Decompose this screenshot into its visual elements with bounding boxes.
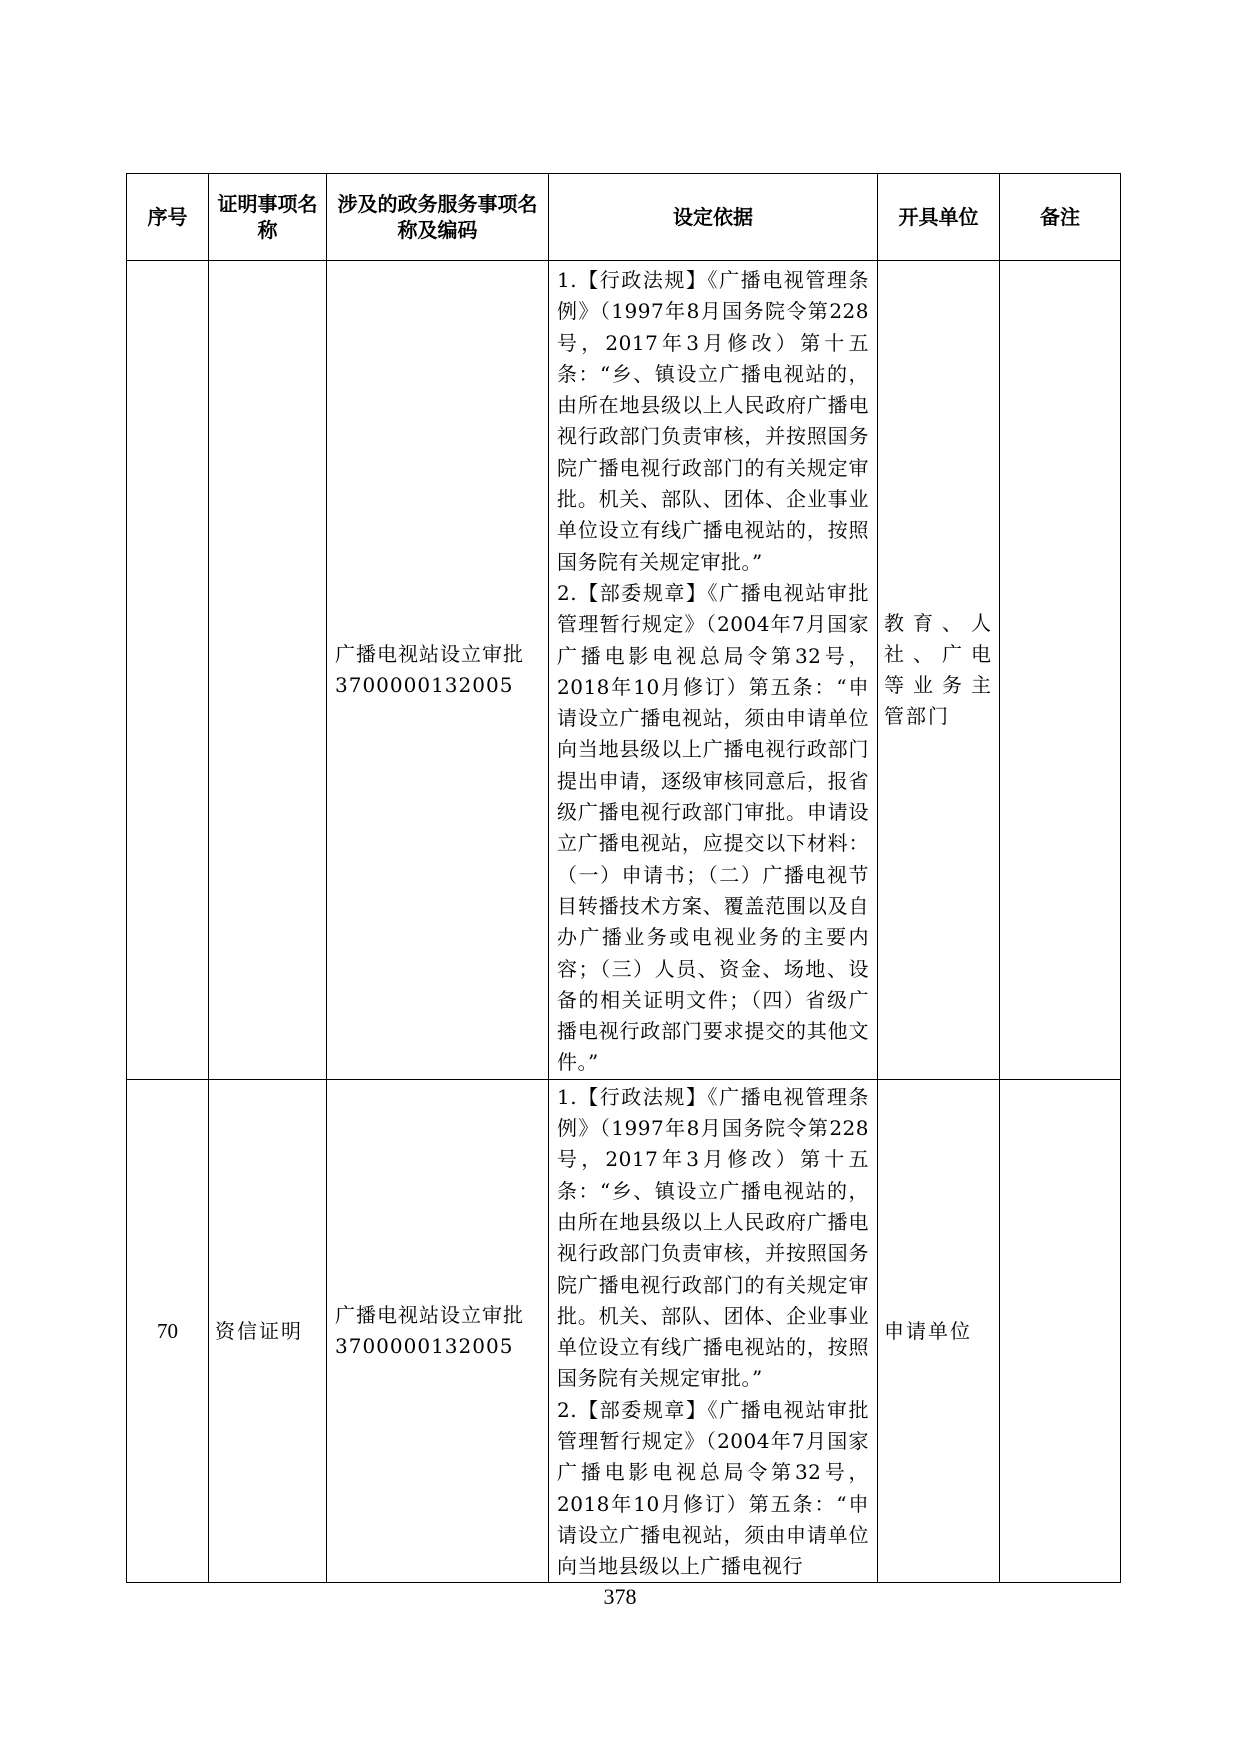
row-remarks [1000, 261, 1121, 1080]
issuer-text: 申请单位 [884, 1318, 972, 1343]
row-remarks [1000, 1079, 1121, 1583]
table-header-row [127, 174, 1121, 261]
table-row [127, 261, 1121, 1080]
header-issuer: 开具单位 [878, 174, 1000, 261]
row-service-item [327, 261, 549, 1080]
service-item-text: 广播电视站设立审批 3700000132005 [335, 641, 524, 697]
issuer-text: 教育、人社、广电等业务主管部门 [884, 610, 993, 728]
row-seq [127, 261, 209, 1080]
header-service-item: 涉及的政务服务事项名称及编码 [327, 174, 549, 261]
table-row [127, 1079, 1121, 1583]
basis-text: 1.【行政法规】《广播电视管理条例》（1997年8月国务院令第228号，2017年3月修改）第十五条：“乡、镇设立广播电视站的，由所在地县级以上人民政府广播电视行政部门负责审核，并按照国务院广播电视行政部门的有关规定审批。机关、部队、团体、企业事业单位设立有线广播电视站的，按照国务院有关规定审批。” 2.【部委规章】《广播电视站审批管理暂行规定》（2004年7月国家广播电影电视总局令第32号，2018年10月修订）第五条：“申请设立广播电视站，须由申请单位向当地县级以上广播电视行政部门提出申请，逐级审核同意后，报省级广播电视行政部门审批。申请设立广播电视站，应提交以下材料：（一）申请书；（二）广播电视节目转播技术方案、覆盖范围以及自办广播业务或电视业务的主要内容；（三）人员、资金、场地、设备的相关证明文件；（四）省级广播电视行政部门要求提交的其他文件。” [557, 268, 869, 1075]
row-seq: 70 [127, 1079, 209, 1583]
row-basis [549, 261, 878, 1080]
header-remarks: 备注 [1000, 174, 1121, 261]
certification-table [126, 173, 1121, 1583]
page-number: 378 [603, 1584, 637, 1609]
row-issuer [878, 1079, 1000, 1583]
header-cert-name: 证明事项名称 [209, 174, 327, 261]
row-basis [549, 1079, 878, 1583]
header-basis: 设定依据 [549, 174, 878, 261]
row-cert-name: 资信证明 [209, 1079, 327, 1583]
row-issuer [878, 261, 1000, 1080]
row-service-item [327, 1079, 549, 1583]
header-seq: 序号 [127, 174, 209, 261]
row-cert-name [209, 261, 327, 1080]
service-item-text: 广播电视站设立审批 3700000132005 [335, 1303, 524, 1359]
basis-text: 1.【行政法规】《广播电视管理条例》（1997年8月国务院令第228号，2017年3月修改）第十五条：“乡、镇设立广播电视站的，由所在地县级以上人民政府广播电视行政部门负责审核，并按照国务院广播电视行政部门的有关规定审批。机关、部队、团体、企业事业单位设立有线广播电视站的，按照国务院有关规定审批。” 2.【部委规章】《广播电视站审批管理暂行规定》（2004年7月国家广播电影电视总局令第32号，2018年10月修订）第五条：“申请设立广播电视站，须由申请单位向当地县级以上广播电视行 [557, 1084, 869, 1579]
